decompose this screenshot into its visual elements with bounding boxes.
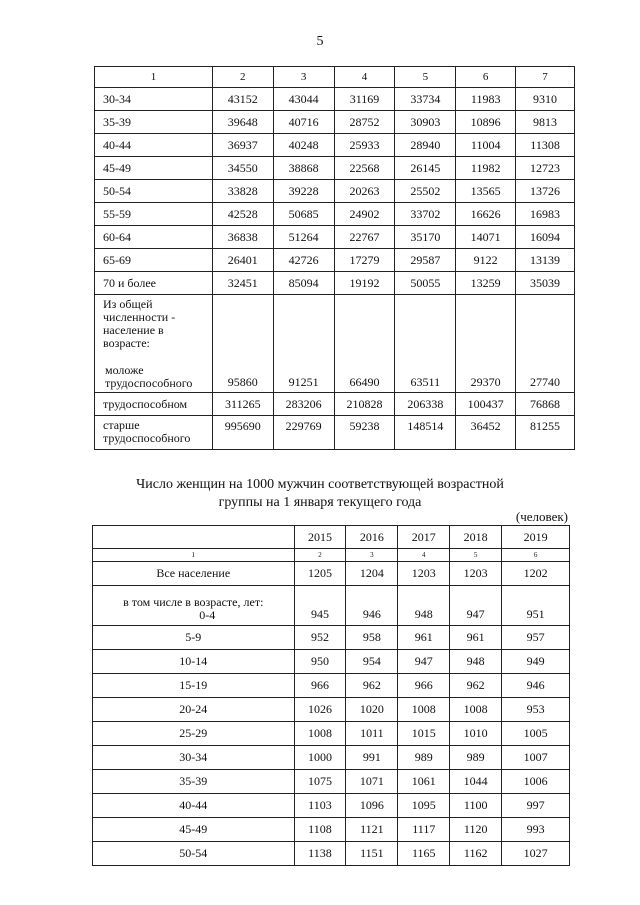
cell: 1205 [294, 562, 346, 586]
cell: 962 [346, 674, 398, 698]
cell: 100437 [456, 393, 516, 416]
cell: 33828 [212, 180, 273, 203]
cell: 29370 [456, 295, 516, 393]
cell: 966 [398, 674, 450, 698]
cell: 950 [294, 650, 346, 674]
age-group-row [95, 88, 575, 111]
cell: 51264 [273, 226, 334, 249]
cell: 961 [398, 626, 450, 650]
cell: 13565 [456, 180, 516, 203]
cell: 13139 [516, 249, 575, 272]
cell: 26401 [212, 249, 273, 272]
cell: 1165 [398, 842, 450, 866]
cell: 1121 [346, 818, 398, 842]
row-label: 70 и более [95, 272, 213, 295]
age-group-row [93, 818, 570, 842]
cell: 30903 [395, 111, 456, 134]
column-number: 1 [95, 67, 213, 88]
cell: 1000 [294, 746, 346, 770]
year-header: 2017 [398, 526, 450, 549]
cell: 40248 [273, 134, 334, 157]
row-label: Все население [93, 562, 295, 586]
cell: 948 [450, 650, 502, 674]
cell: 949 [502, 650, 570, 674]
age-group-row [95, 272, 575, 295]
column-number: 4 [334, 67, 395, 88]
cell: 31169 [334, 88, 395, 111]
cell: 948 [398, 586, 450, 626]
row-label: 30-34 [95, 88, 213, 111]
population-age-table [94, 66, 575, 450]
cell: 1007 [502, 746, 570, 770]
cell: 951 [502, 586, 570, 626]
cell: 16983 [516, 203, 575, 226]
cell: 1202 [502, 562, 570, 586]
age-group-row [95, 111, 575, 134]
column-number: 4 [398, 549, 450, 562]
cell: 36838 [212, 226, 273, 249]
cell: 954 [346, 650, 398, 674]
cell: 13726 [516, 180, 575, 203]
year-header: 2018 [450, 526, 502, 549]
age-group-row [95, 157, 575, 180]
column-number: 3 [346, 549, 398, 562]
row-label: 65-69 [95, 249, 213, 272]
cell: 946 [502, 674, 570, 698]
row-label: 25-29 [93, 722, 295, 746]
year-header-row [93, 526, 570, 549]
cell: 995690 [212, 416, 273, 450]
cell: 43044 [273, 88, 334, 111]
cell: 1120 [450, 818, 502, 842]
cell: 1108 [294, 818, 346, 842]
cell: 11004 [456, 134, 516, 157]
cell: 40716 [273, 111, 334, 134]
cell: 1203 [398, 562, 450, 586]
cell: 953 [502, 698, 570, 722]
cell: 993 [502, 818, 570, 842]
under-working-label: моложе трудоспособного [105, 363, 193, 390]
cell: 989 [398, 746, 450, 770]
table2-title [0, 476, 640, 512]
cell: 24902 [334, 203, 395, 226]
incl-label: в том числе в возрасте, лет: [123, 595, 264, 609]
column-number: 5 [395, 67, 456, 88]
column-number: 2 [212, 67, 273, 88]
cell: 1006 [502, 770, 570, 794]
cell: 1100 [450, 794, 502, 818]
row-label [95, 295, 213, 393]
cell: 9122 [456, 249, 516, 272]
cell: 1095 [398, 794, 450, 818]
cell: 26145 [395, 157, 456, 180]
cell: 50055 [395, 272, 456, 295]
cell: 85094 [273, 272, 334, 295]
year-header: 2015 [294, 526, 346, 549]
cell: 16626 [456, 203, 516, 226]
cell: 229769 [273, 416, 334, 450]
cell: 32451 [212, 272, 273, 295]
cell: 35039 [516, 272, 575, 295]
row-label [93, 586, 295, 626]
cell: 961 [450, 626, 502, 650]
cell: 1020 [346, 698, 398, 722]
cell: 311265 [212, 393, 273, 416]
column-number: 7 [516, 67, 575, 88]
row-label: 20-24 [93, 698, 295, 722]
cell: 283206 [273, 393, 334, 416]
row-label: 50-54 [93, 842, 295, 866]
age-group-row [93, 746, 570, 770]
age-group-row [93, 722, 570, 746]
cell: 38868 [273, 157, 334, 180]
cell: 9813 [516, 111, 575, 134]
year-header: 2019 [502, 526, 570, 549]
cell: 29587 [395, 249, 456, 272]
cell: 206338 [395, 393, 456, 416]
cell: 43152 [212, 88, 273, 111]
column-number: 5 [450, 549, 502, 562]
cell: 946 [346, 586, 398, 626]
cell: 1162 [450, 842, 502, 866]
row-label: трудоспособном [95, 393, 213, 416]
cell: 17279 [334, 249, 395, 272]
cell: 947 [450, 586, 502, 626]
cell: 36937 [212, 134, 273, 157]
cell: 997 [502, 794, 570, 818]
cell: 947 [398, 650, 450, 674]
cell: 9310 [516, 88, 575, 111]
cell: 958 [346, 626, 398, 650]
cell: 1026 [294, 698, 346, 722]
table2-title-line: Число женщин на 1000 мужчин соответствующей возрастной [136, 477, 504, 492]
cell: 1075 [294, 770, 346, 794]
age-group-row [93, 842, 570, 866]
cell: 81255 [516, 416, 575, 450]
table2-title-line: группы на 1 января текущего года [218, 495, 422, 510]
age-group-row [93, 650, 570, 674]
page-number: 5 [316, 34, 324, 49]
over-working-age-row [95, 416, 575, 450]
row-label: 45-49 [95, 157, 213, 180]
cell: 11308 [516, 134, 575, 157]
row-label: 50-54 [95, 180, 213, 203]
cell: 63511 [395, 295, 456, 393]
column-number-row [95, 67, 575, 88]
cell: 1010 [450, 722, 502, 746]
age-group-row [93, 674, 570, 698]
age-group-row [93, 794, 570, 818]
cell: 1103 [294, 794, 346, 818]
header-empty-cell [93, 526, 295, 549]
cell: 989 [450, 746, 502, 770]
column-number: 6 [502, 549, 570, 562]
row-label: 35-39 [93, 770, 295, 794]
row-label: старше трудоспособного [95, 416, 213, 450]
cell: 10896 [456, 111, 516, 134]
cell: 952 [294, 626, 346, 650]
cell: 25933 [334, 134, 395, 157]
working-age-row [95, 393, 575, 416]
age-group-row [95, 180, 575, 203]
row-label: 35-39 [95, 111, 213, 134]
cell: 33702 [395, 203, 456, 226]
cell: 28940 [395, 134, 456, 157]
row-label: 40-44 [93, 794, 295, 818]
column-number: 3 [273, 67, 334, 88]
cell: 33734 [395, 88, 456, 111]
age-group-row [95, 226, 575, 249]
row-label: 45-49 [93, 818, 295, 842]
age-group-row [93, 770, 570, 794]
cell: 1204 [346, 562, 398, 586]
age-label: 0-4 [199, 608, 216, 622]
cell: 1027 [502, 842, 570, 866]
cell: 91251 [273, 295, 334, 393]
cell: 991 [346, 746, 398, 770]
cell: 11983 [456, 88, 516, 111]
age-group-row [93, 698, 570, 722]
age-group-row [93, 626, 570, 650]
cell: 966 [294, 674, 346, 698]
cell: 50685 [273, 203, 334, 226]
cell: 1008 [450, 698, 502, 722]
all-population-row [93, 562, 570, 586]
cell: 1151 [346, 842, 398, 866]
cell: 42528 [212, 203, 273, 226]
row-label: 40-44 [95, 134, 213, 157]
cell: 59238 [334, 416, 395, 450]
cell: 12723 [516, 157, 575, 180]
row-label: 60-64 [95, 226, 213, 249]
cell: 28752 [334, 111, 395, 134]
row-label: 10-14 [93, 650, 295, 674]
cell: 1011 [346, 722, 398, 746]
cell: 25502 [395, 180, 456, 203]
column-number-row [93, 549, 570, 562]
row-label: 55-59 [95, 203, 213, 226]
cell: 95860 [212, 295, 273, 393]
cell: 1096 [346, 794, 398, 818]
cell: 14071 [456, 226, 516, 249]
cell: 1071 [346, 770, 398, 794]
cell: 11982 [456, 157, 516, 180]
age-group-row [95, 249, 575, 272]
cell: 42726 [273, 249, 334, 272]
cell: 20263 [334, 180, 395, 203]
cell: 962 [450, 674, 502, 698]
cell: 16094 [516, 226, 575, 249]
cell: 1117 [398, 818, 450, 842]
cell: 22767 [334, 226, 395, 249]
cell: 1203 [450, 562, 502, 586]
unit-label: (человек) [515, 509, 568, 524]
cell: 13259 [456, 272, 516, 295]
cell: 39228 [273, 180, 334, 203]
cell: 1008 [294, 722, 346, 746]
year-header: 2016 [346, 526, 398, 549]
cell: 76868 [516, 393, 575, 416]
column-number: 6 [456, 67, 516, 88]
cell: 27740 [516, 295, 575, 393]
cell: 36452 [456, 416, 516, 450]
cell: 66490 [334, 295, 395, 393]
row-label: 30-34 [93, 746, 295, 770]
row-label: 15-19 [93, 674, 295, 698]
cell: 945 [294, 586, 346, 626]
age-group-row [95, 203, 575, 226]
cell: 35170 [395, 226, 456, 249]
sex-ratio-table [92, 525, 570, 866]
age-0-4-row [93, 586, 570, 626]
cell: 1005 [502, 722, 570, 746]
cell: 1008 [398, 698, 450, 722]
cell: 210828 [334, 393, 395, 416]
cell: 39648 [212, 111, 273, 134]
cell: 1061 [398, 770, 450, 794]
cell: 34550 [212, 157, 273, 180]
cell: 19192 [334, 272, 395, 295]
column-number: 2 [294, 549, 346, 562]
cell: 957 [502, 626, 570, 650]
cell: 1138 [294, 842, 346, 866]
cell: 1015 [398, 722, 450, 746]
group-label: Из общей численности - население в возрасте: [103, 297, 176, 350]
cell: 1044 [450, 770, 502, 794]
age-group-row [95, 134, 575, 157]
cell: 148514 [395, 416, 456, 450]
under-working-age-row [95, 295, 575, 393]
row-label: 5-9 [93, 626, 295, 650]
cell: 22568 [334, 157, 395, 180]
column-number: 1 [93, 549, 295, 562]
